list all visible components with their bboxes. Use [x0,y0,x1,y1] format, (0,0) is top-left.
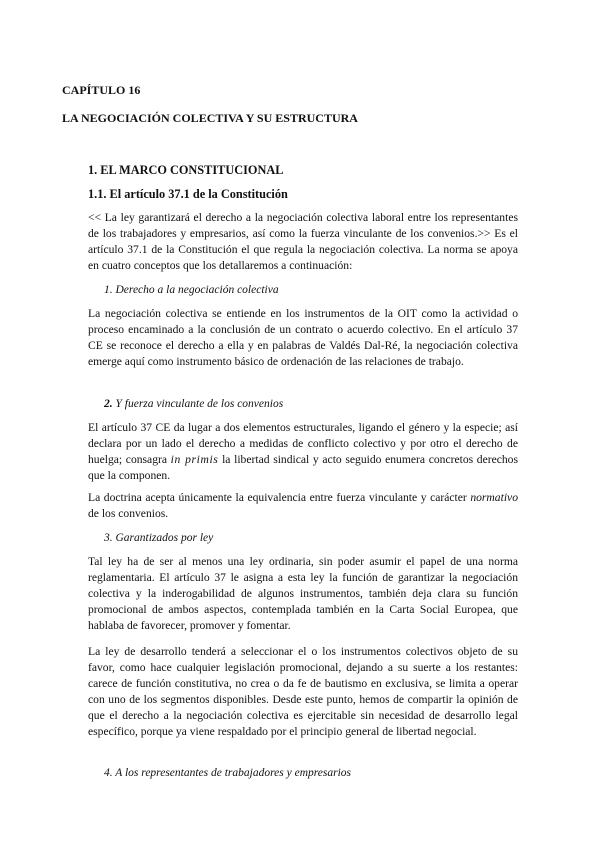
point-3-paragraph: Tal ley ha de ser al menos una ley ordinaria, sin poder asumir el papel de una norma reglamentaria. El artículo 37 le asigna a esta ley la función de garantizar la negociación colectiva y la inderogabilidad de algunos instrumentos, también deja clara su función promocional de ambos aspectos, contemplada también en la Carta Social Europea, que hablaba de favorecer, promover y fomentar. [88,555,518,632]
subsection-heading: 1.1. El artículo 37.1 de la Constitución [88,187,288,201]
point-2-title [104,396,283,412]
point-3-paragraph-2: La ley de desarrollo tenderá a seleccionar el o los instrumentos colectivos objeto de su favor, como hace cualquier legislación promocional, dejando a su suerte a los restantes: carece de función constitutiva, no crea o da fe de bautismo en exclusiva, se limita a operar con uno de los segmentos disponibles. Desde este punto, hemos de compartir la opinión de que el derecho a la negociación colectiva es ejercitable sin necesidad de desarrollo legal específico, porque ya viene respaldado por el principio general de libertad negocial. [88,645,518,738]
chapter-number: CAPÍTULO 16 [62,83,141,97]
point-2-text2-a: La doctrina acepta únicamente la equivalencia entre fuerza vinculante y carácter [88,491,471,504]
point-2-paragraph [88,420,518,484]
point-2-number: 2. [104,398,113,410]
point-2-text-b: la libertad sindical y acto seguido enumera concretos derechos que la componen. [88,453,518,482]
point-1-title: 1. Derecho a la negociación colectiva [104,284,279,296]
point-2-title-text: Y fuerza vinculante de los convenios [112,398,284,410]
intro-paragraph: << La ley garantizará el derecho a la negociación colectiva laboral entre los representantes de los trabajadores y empresarios, así como la fuerza vinculante de los convenios.>> Es el artículo 37.1 de la Constitución el que regula la negociación colectiva. La norma se apoya en cuatro conceptos que los detallaremos a continuación: [88,211,518,272]
point-3-title: 3. Garantizados por ley [104,532,214,544]
point-1-paragraph: La negociación colectiva se entiende en los instrumentos de la OIT como la actividad o proceso encaminado a la conclusión de un contrato o acuerdo colectivo. En el artículo 37 CE se reconoce el derecho a ella y en palabras de Valdés Dal-Ré, la negociación colectiva emerge aquí como instrumento básico de ordenación de las relaciones de trabajo. [88,307,518,368]
chapter-title: LA NEGOCIACIÓN COLECTIVA Y SU ESTRUCTURA [62,111,358,125]
point-4-title: 4. A los representantes de trabajadores y empresarios [104,767,352,779]
point-2-text-a: El artículo 37 CE da lugar a dos elementos estructurales, ligando el género y la especie; así declara por un lado el derecho a medidas de conflicto colectivo y por otro el derecho de huelga; consagra [88,421,518,466]
point-2-emphasis-2: normativo [470,491,518,504]
point-2-emphasis: in primis [170,453,219,466]
point-2-text2-b: de los convenios. [88,507,169,520]
point-2-paragraph-2 [88,490,518,522]
section-heading: 1. EL MARCO CONSTITUCIONAL [88,163,284,177]
